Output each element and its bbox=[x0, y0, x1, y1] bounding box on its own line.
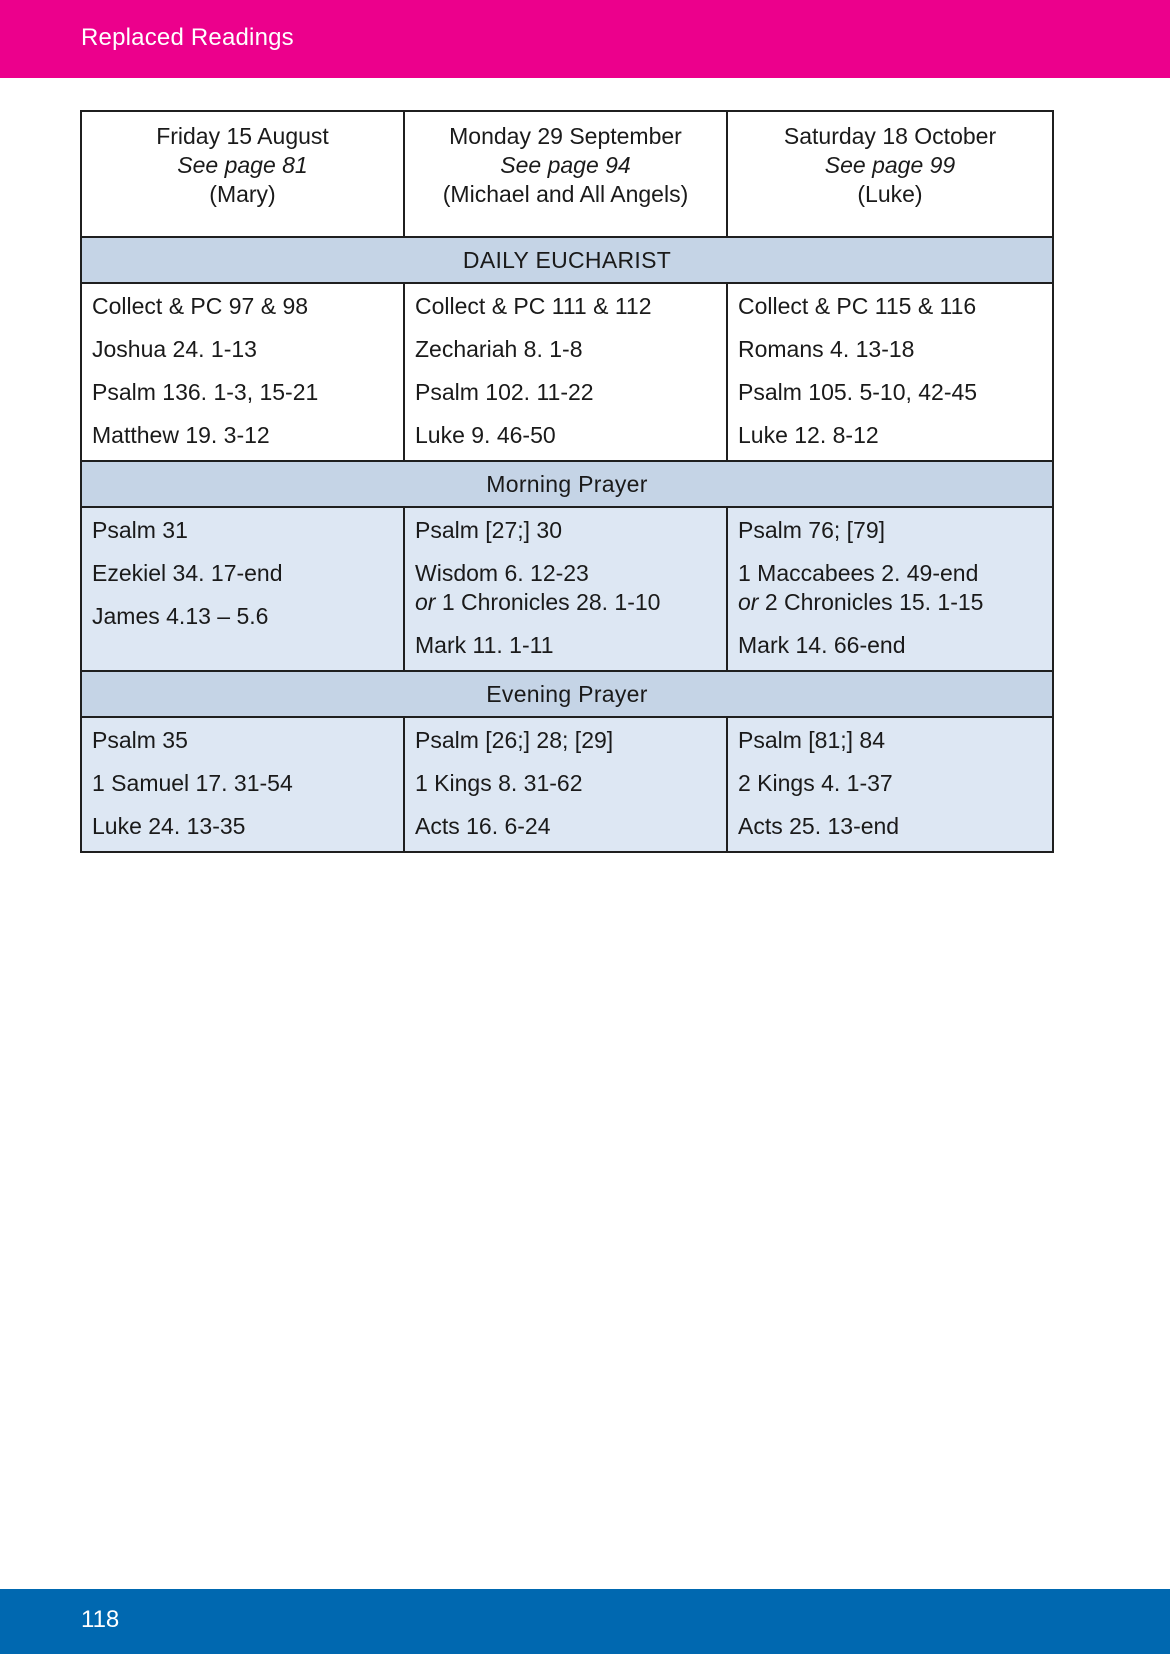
alt-reading-text: 2 Chronicles 15. 1-15 bbox=[764, 589, 984, 615]
alt-reading-text: 1 Chronicles 28. 1-10 bbox=[441, 589, 661, 615]
reading-line: Acts 16. 6-24 bbox=[415, 813, 551, 839]
reading-line: Psalm 35 bbox=[92, 727, 188, 753]
morning-cell-col1 bbox=[81, 507, 404, 671]
column-date: Saturday 18 October bbox=[783, 123, 997, 149]
or-word: or bbox=[415, 589, 436, 615]
morning-cell-col2 bbox=[404, 507, 727, 671]
section-label-morning-prayer: Morning Prayer bbox=[81, 461, 1053, 507]
section-row-evening-prayer bbox=[81, 671, 1053, 717]
eucharist-cell-col3 bbox=[727, 283, 1053, 461]
eucharist-cell-col2 bbox=[404, 283, 727, 461]
reading-line: Joshua 24. 1-13 bbox=[92, 336, 257, 362]
or-word: or bbox=[738, 589, 759, 615]
column-header-friday bbox=[81, 111, 404, 237]
reading-line: Collect & PC 115 & 116 bbox=[738, 293, 977, 319]
footer-banner bbox=[0, 1589, 1170, 1654]
column-dedication: (Michael and All Angels) bbox=[442, 181, 689, 207]
section-label-evening-prayer: Evening Prayer bbox=[81, 671, 1053, 717]
reading-line: Mark 11. 1-11 bbox=[415, 632, 554, 658]
table-row bbox=[81, 717, 1053, 852]
reading-line: Romans 4. 13-18 bbox=[738, 336, 915, 362]
reading-line: Collect & PC 97 & 98 bbox=[92, 293, 309, 319]
column-dedication: (Luke) bbox=[857, 181, 923, 207]
column-date: Friday 15 August bbox=[156, 123, 329, 149]
column-header-saturday bbox=[727, 111, 1053, 237]
reading-line: James 4.13 – 5.6 bbox=[92, 603, 269, 629]
see-page-reference: See page 81 bbox=[177, 152, 308, 178]
reading-line: Mark 14. 66-end bbox=[738, 632, 906, 658]
table-row bbox=[81, 283, 1053, 461]
reading-line: Psalm [27;] 30 bbox=[415, 517, 563, 543]
reading-line: 1 Kings 8. 31-62 bbox=[415, 770, 583, 796]
reading-line: Luke 9. 46-50 bbox=[415, 422, 556, 448]
section-row-morning-prayer bbox=[81, 461, 1053, 507]
alternative-reading bbox=[415, 588, 716, 617]
reading-line: Collect & PC 111 & 112 bbox=[415, 293, 652, 319]
reading-line: Ezekiel 34. 17-end bbox=[92, 560, 283, 586]
reading-line: Zechariah 8. 1-8 bbox=[415, 336, 583, 362]
reading-line: Psalm 31 bbox=[92, 517, 188, 543]
reading-line: Acts 25. 13-end bbox=[738, 813, 900, 839]
reading-line: Psalm [26;] 28; [29] bbox=[415, 727, 614, 753]
reading-line: Psalm 76; [79] bbox=[738, 517, 886, 543]
reading-line: Matthew 19. 3-12 bbox=[92, 422, 270, 448]
section-label-daily-eucharist: DAILY EUCHARIST bbox=[81, 237, 1053, 283]
page-number: 118 bbox=[81, 1606, 120, 1633]
reading-line: 2 Kings 4. 1-37 bbox=[738, 770, 893, 796]
reading-line: Luke 24. 13-35 bbox=[92, 813, 246, 839]
reading-line: Psalm 102. 11-22 bbox=[415, 379, 594, 405]
column-date: Monday 29 September bbox=[449, 123, 682, 149]
morning-cell-col3 bbox=[727, 507, 1053, 671]
reading-line: Psalm [81;] 84 bbox=[738, 727, 886, 753]
see-page-reference: See page 99 bbox=[824, 152, 956, 178]
evening-cell-col2 bbox=[404, 717, 727, 852]
evening-cell-col3 bbox=[727, 717, 1053, 852]
table-header-row bbox=[81, 111, 1053, 237]
header-title: Replaced Readings bbox=[81, 24, 294, 51]
see-page-reference: See page 94 bbox=[500, 152, 631, 178]
eucharist-cell-col1 bbox=[81, 283, 404, 461]
readings-table bbox=[80, 110, 1054, 853]
header-banner bbox=[0, 0, 1170, 78]
reading-line: 1 Samuel 17. 31-54 bbox=[92, 770, 293, 796]
reading-line: 1 Maccabees 2. 49-end bbox=[738, 560, 979, 586]
column-dedication: (Mary) bbox=[209, 181, 276, 207]
reading-line: Psalm 136. 1-3, 15-21 bbox=[92, 379, 319, 405]
column-header-monday bbox=[404, 111, 727, 237]
evening-cell-col1 bbox=[81, 717, 404, 852]
table-row bbox=[81, 507, 1053, 671]
reading-line: Luke 12. 8-12 bbox=[738, 422, 879, 448]
reading-line: Wisdom 6. 12-23 bbox=[415, 560, 589, 586]
section-row-daily-eucharist bbox=[81, 237, 1053, 283]
reading-line: Psalm 105. 5-10, 42-45 bbox=[738, 379, 978, 405]
alternative-reading bbox=[738, 588, 1042, 617]
